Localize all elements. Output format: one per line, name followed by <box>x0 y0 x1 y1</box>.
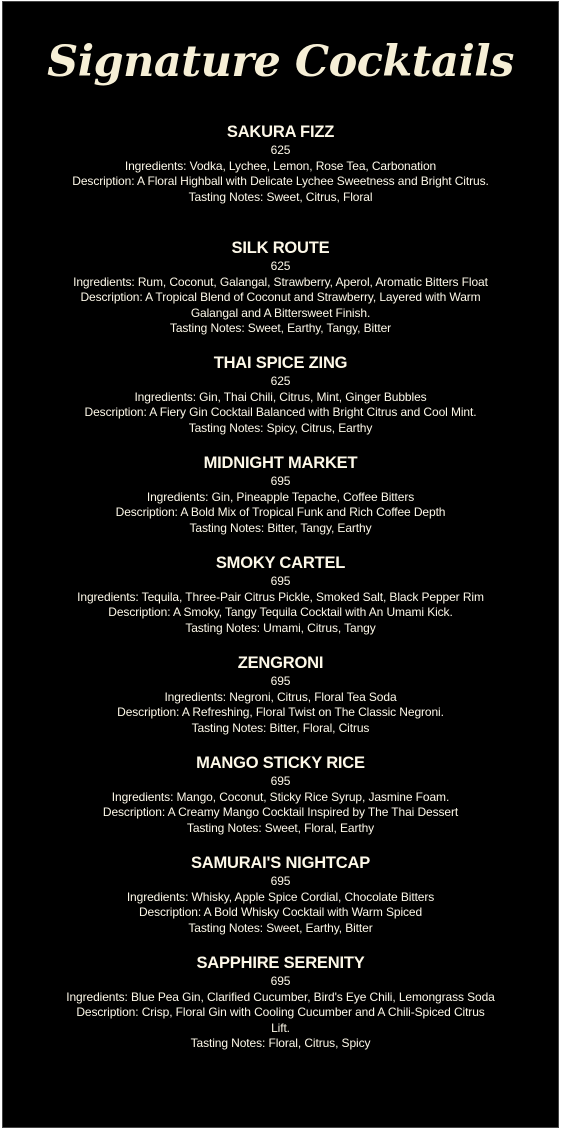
cocktail-price: 695 <box>270 574 291 588</box>
cocktail-ingredients: Ingredients: Gin, Thai Chili, Citrus, Mint, Ginger Bubbles <box>134 389 427 404</box>
cocktail-tasting-notes: Tasting Notes: Bitter, Tangy, Earthy <box>189 520 372 535</box>
cocktail-ingredients: Ingredients: Vodka, Lychee, Lemon, Rose Tea, Carbonation <box>124 158 437 173</box>
cocktail-name: SAKURA FIZZ <box>226 123 335 141</box>
cocktail-name: SILK ROUTE <box>231 239 330 257</box>
cocktail-description: Description: A Bold Mix of Tropical Funk and Rich Coffee Depth <box>115 505 446 519</box>
cocktail-tasting-notes: Tasting Notes: Sweet, Floral, Earthy <box>186 820 375 835</box>
cocktail-price: 695 <box>270 974 291 988</box>
cocktail-item-silk-route <box>3 237 558 337</box>
cocktail-tasting-notes: Tasting Notes: Sweet, Citrus, Floral <box>188 189 373 204</box>
cocktail-tasting-notes: Tasting Notes: Floral, Citrus, Spicy <box>190 1036 371 1050</box>
cocktail-name: THAI SPICE ZING <box>213 354 348 372</box>
cocktail-tasting-notes: Tasting Notes: Spicy, Citrus, Earthy <box>188 420 373 435</box>
cocktail-tasting-notes: Tasting Notes: Sweet, Earthy, Bitter <box>188 920 373 935</box>
cocktail-description: Description: A Tropical Blend of Coconut and Strawberry, Layered with Warm Galangal and A Bittersweet Finish. <box>80 290 481 320</box>
cocktail-description: Description: Crisp, Floral Gin with Cooling Cucumber and A Chili-Spiced Citrus Lift. <box>76 1005 485 1035</box>
cocktail-item-midnight-market <box>3 452 558 536</box>
cocktail-ingredients: Ingredients: Mango, Coconut, Sticky Rice Syrup, Jasmine Foam. <box>111 789 450 804</box>
cocktail-item-thai-spice-zing <box>3 352 558 436</box>
cocktail-description: Description: A Fiery Gin Cocktail Balanced with Bright Citrus and Cool Mint. <box>84 405 477 419</box>
cocktail-item-samurais-nightcap <box>3 852 558 936</box>
cocktail-description: Description: A Bold Whisky Cocktail with Warm Spiced <box>138 905 423 919</box>
cocktail-ingredients: Ingredients: Negroni, Citrus, Floral Tea Soda <box>164 689 397 704</box>
cocktail-price: 695 <box>270 474 291 488</box>
cocktail-item-smoky-cartel <box>3 552 558 636</box>
cocktail-ingredients: Ingredients: Gin, Pineapple Tepache, Coffee Bitters <box>146 489 415 504</box>
menu-page <box>2 1 559 1128</box>
cocktail-name: SAMURAI'S NIGHTCAP <box>190 854 371 872</box>
cocktail-description: Description: A Floral Highball with Delicate Lychee Sweetness and Bright Citrus. <box>72 174 489 188</box>
cocktail-tasting-notes: Tasting Notes: Bitter, Floral, Citrus <box>191 720 370 735</box>
cocktail-ingredients: Ingredients: Whisky, Apple Spice Cordial, Chocolate Bitters <box>126 889 435 904</box>
cocktail-name: MANGO STICKY RICE <box>196 754 365 772</box>
menu-title: Signature Cocktails <box>47 37 514 87</box>
cocktail-tasting-notes: Tasting Notes: Sweet, Earthy, Tangy, Bitter <box>169 321 392 335</box>
cocktail-item-mango-sticky-rice <box>3 752 558 836</box>
cocktail-price: 695 <box>270 674 291 688</box>
cocktail-description: Description: A Refreshing, Floral Twist on The Classic Negroni. <box>117 705 444 719</box>
cocktail-name: MIDNIGHT MARKET <box>203 454 358 472</box>
cocktail-item-zengroni <box>3 652 558 736</box>
cocktail-price: 625 <box>270 259 291 273</box>
cocktail-ingredients: Ingredients: Blue Pea Gin, Clarified Cucumber, Bird's Eye Chili, Lemongrass Soda <box>66 989 495 1004</box>
cocktail-name: SMOKY CARTEL <box>215 554 346 572</box>
cocktail-name: SAPPHIRE SERENITY <box>196 954 365 972</box>
cocktail-ingredients: Ingredients: Tequila, Three-Pair Citrus Pickle, Smoked Salt, Black Pepper Rim <box>77 589 484 604</box>
cocktail-ingredients: Ingredients: Rum, Coconut, Galangal, Strawberry, Aperol, Aromatic Bitters Float <box>73 274 488 289</box>
cocktail-name: ZENGRONI <box>237 654 324 672</box>
cocktail-description: Description: A Creamy Mango Cocktail Inspired by The Thai Dessert <box>102 805 459 819</box>
cocktail-tasting-notes: Tasting Notes: Umami, Citrus, Tangy <box>185 620 376 635</box>
cocktail-item-sakura-fizz <box>3 121 558 205</box>
cocktail-price: 625 <box>270 143 291 157</box>
cocktail-price: 695 <box>270 774 291 788</box>
cocktail-item-sapphire-serenity <box>3 952 558 1052</box>
cocktail-description: Description: A Smoky, Tangy Tequila Cocktail with An Umami Kick. <box>108 605 453 619</box>
cocktail-price: 695 <box>270 874 291 888</box>
cocktail-price: 625 <box>270 374 291 388</box>
